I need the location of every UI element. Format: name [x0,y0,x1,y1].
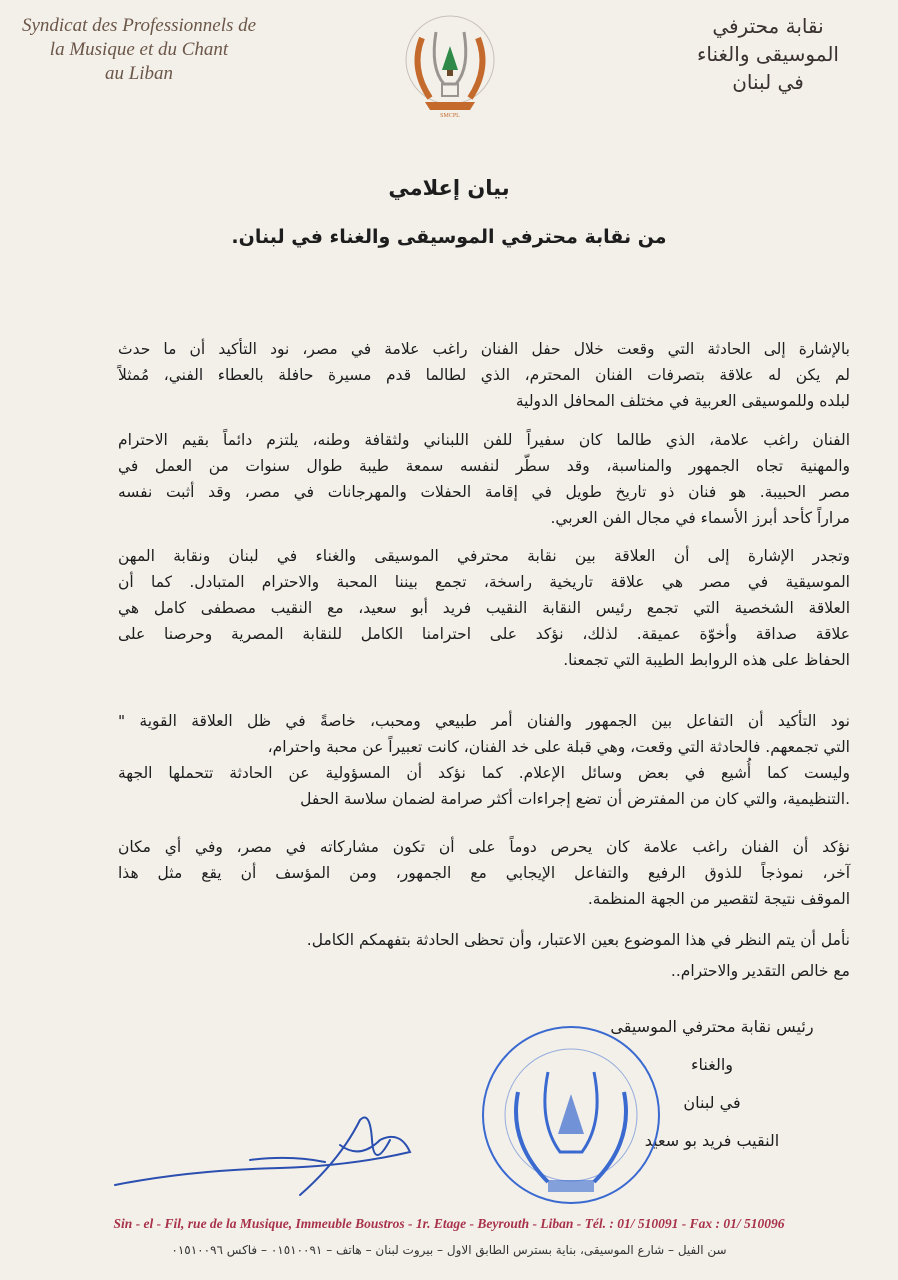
text-line: العلاقة الشخصية التي تجمع رئيس النقابة النقيب فريد أبو سعيد، مع النقيب مصطفى كامل هي [118,599,850,617]
official-stamp [478,1022,664,1208]
text-line: وليست كما أُشيع في بعض وسائل الإعلام. كما نؤكد أن المسؤولية عن الحادثة تتحملها الجهة [118,764,850,782]
paragraph-2 [118,427,850,531]
letterhead-line: au Liban [104,63,174,84]
document-title: بيان إعلامي [388,176,510,200]
paragraph-6 [118,927,850,953]
paragraph-5 [118,834,850,912]
text-line: نأمل أن يتم النظر في هذا الموضوع بعين الاعتبار، وأن تحظى الحادثة بتفهمكم الكامل. [306,931,850,949]
document-subtitle: من نقابة محترفي الموسيقى والغناء في لبنان. [231,226,667,248]
text-line: نؤكد أن الفنان راغب علامة كان يحرص دوماً على أن تكون مشاركاته في مصر، وفي أي مكان [118,838,850,856]
text-line: لبلده وللموسيقى العربية في مختلف المحافل الدولية [515,392,850,410]
text-line: مصر الحبيبة. هو فنان ذو تاريخ طويل في إقامة الحفلات والمهرجانات في مصر، وقد أثبت نفسه [118,483,850,501]
text-line: لم يكن له علاقة بتصرفات الفنان المحترم، الذي لطالما قدم مسيرة حافلة بالعطاء الفني، مُمثلاً [118,366,850,384]
letterhead-line: la Musique et du Chant [49,39,229,60]
letterhead-line: في لبنان [732,70,804,94]
text-line: مراراً كأحد أبرز الأسماء في مجال الفن العربي. [550,509,850,527]
paragraph-1 [118,336,850,414]
text-line: بالإشارة إلى الحادثة التي وقعت خلال حفل الفنان راغب علامة في مصر، نود التأكيد أن ما حدث [118,340,850,358]
text-line: الحفاظ على هذه الروابط الطيبة التي تجمعنا. [563,651,850,669]
text-line: التي تجمعهم. فالحادثة التي وقعت، وهي قبلة على خد الفنان، كانت تعبيراً عن محبة واحترام، [267,738,850,756]
footer-arabic-address: سن الفيل – شارع الموسيقى، بناية بسترس الطابق الاول – بيروت لبنان – هاتف – ٠١٥١٠٠٩١ – فاكس ٠١٥١٠٠٩٦ [171,1243,727,1257]
text-line: والمهنية تجاه الجمهور والمناسبة، وقد سطّر لنفسه سمعة طيبة طوال سنوات من العمل في [118,457,850,475]
text-line: علاقة صداقة وأخوّة عميقة. لذلك، نؤكد على احترامنا الكامل للنقابة المصرية وحرصنا على [118,625,850,643]
letterhead-line: الموسيقى والغناء [697,42,839,66]
text-line: الموقف نتيجة لتقصير من الجهة المنظمة. [587,890,850,908]
text-line: .التنظيمية، والتي كان من المفترض أن تضع إجراءات أكثر صرامة لضمان سلاسة الحفل [300,790,850,808]
signatory-name: النقيب فريد بو سعيد [644,1131,780,1150]
paragraph-3 [118,543,850,673]
footer-french-address: Sin - el - Fil, rue de la Musique, Immeuble Boustros - 1r. Etage - Beyrouth - Liban - Tél. : 01/ 510091 - Fax : 01/ 510096 [113,1216,785,1231]
french-letterhead [14,14,264,86]
logo-text: SMCPL [440,113,460,119]
signatory-title: رئيس نقابة محترفي الموسيقى والغناء [610,1017,814,1074]
syndicate-logo [400,8,500,120]
signatory-title: في لبنان [683,1093,741,1112]
text-line: آخر، نموذجاً للذوق الرفيع والتفاعل الإيجابي مع الجمهور، ومن المؤسف أن يقع مثل هذا [118,864,850,882]
text-line: الفنان راغب علامة، الذي طالما كان سفيراً للفن اللبناني ولثقافة وطنه، يلتزم دائماً بقيم الاحترام [118,431,850,449]
paragraph-4 [118,708,850,812]
arabic-letterhead [668,12,868,96]
handwritten-signature [110,1100,450,1210]
text-line: نود التأكيد أن التفاعل بين الجمهور والفنان أمر طبيعي ومحبب، خاصةً في ظل العلاقة القوية " [118,712,850,730]
closing-line [118,958,850,984]
text-line: الموسيقية في مصر هي علاقة تاريخية راسخة، تجمع بيننا المحبة والاحترام المتبادل. كما أن [118,573,850,591]
letterhead-line: نقابة محترفي [712,14,824,38]
letterhead-line: Syndicat des Professionnels de [21,15,257,36]
text-line: وتجدر الإشارة إلى أن العلاقة بين نقابة محترفي الموسيقى والغناء في لبنان ونقابة المهن [118,547,850,565]
text-line: مع خالص التقدير والاحترام.. [670,962,850,980]
